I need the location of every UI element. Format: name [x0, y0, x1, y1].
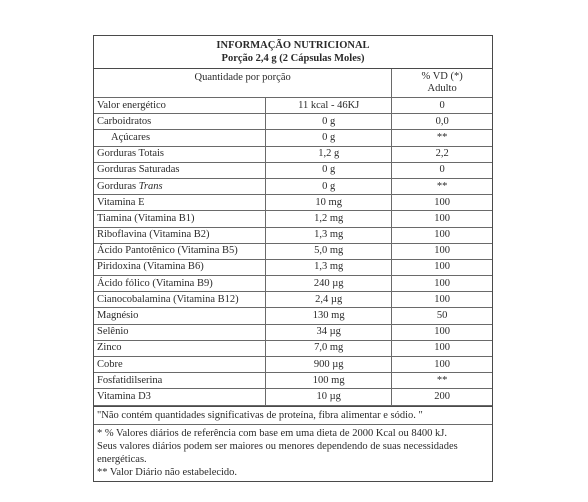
nutrient-daily-value: 100 — [392, 227, 492, 243]
table-row — [94, 292, 492, 308]
nutrient-name-text: Vitamina E — [97, 196, 145, 208]
nutrient-name — [94, 243, 266, 259]
nutrient-name-text: Gorduras — [97, 180, 137, 192]
nutrient-daily-value: 100 — [392, 259, 492, 275]
nutrient-daily-value: ** — [392, 373, 492, 389]
nutrient-amount: 1,2 g — [266, 146, 392, 162]
nutrient-name-text: Carboidratos — [97, 115, 152, 127]
nutrient-name-text: Cianocobalamina (Vitamina B12) — [97, 293, 239, 305]
nutrient-name-text: Ácido fólico (Vitamina B9) — [97, 277, 213, 289]
nutrient-name — [94, 276, 266, 292]
vd-column-header-line2: Adulto — [427, 83, 457, 94]
nutrient-name — [94, 389, 266, 405]
nutrient-daily-value: ** — [392, 178, 492, 194]
nutrient-name-text: Selênio — [97, 326, 129, 338]
nutrient-name-text: Tiamina (Vitamina B1) — [97, 212, 195, 224]
table-row — [94, 276, 492, 292]
nutrient-amount: 1,3 mg — [266, 259, 392, 275]
nutrient-name — [94, 114, 266, 130]
table-row — [94, 259, 492, 275]
nutrient-amount: 5,0 mg — [266, 243, 392, 259]
footnote-not-established-line: ** Valor Diário não estabelecido. — [97, 466, 238, 478]
nutrient-name-text: Cobre — [97, 358, 123, 370]
nutrient-daily-value: 100 — [392, 340, 492, 356]
nutrient-daily-value: 100 — [392, 357, 492, 373]
nutrient-amount: 0 g — [266, 114, 392, 130]
table-row — [94, 114, 492, 130]
nutrient-name — [94, 162, 266, 178]
table-row — [94, 324, 492, 340]
nutrient-daily-value: 100 — [392, 243, 492, 259]
nutrient-amount: 1,2 mg — [266, 211, 392, 227]
table-row — [94, 340, 492, 356]
nutrient-daily-value: 200 — [392, 389, 492, 405]
nutrient-amount: 2,4 µg — [266, 292, 392, 308]
nutrient-amount: 130 mg — [266, 308, 392, 324]
nutrient-name — [94, 130, 266, 146]
nutrient-name — [94, 227, 266, 243]
nutrient-name — [94, 292, 266, 308]
nutrient-name-text: Magnésio — [97, 310, 139, 322]
table-row — [94, 227, 492, 243]
nutrient-name — [94, 211, 266, 227]
nutrition-table — [94, 69, 492, 406]
nutrient-amount: 900 µg — [266, 357, 392, 373]
nutrient-name-text: Gorduras Totais — [97, 148, 165, 160]
quantity-column-header: Quantidade por porção — [94, 69, 392, 98]
nutrient-amount: 100 mg — [266, 373, 392, 389]
table-row — [94, 98, 492, 114]
nutrient-amount: 34 µg — [266, 324, 392, 340]
table-row — [94, 389, 492, 405]
nutrient-name-text: Valor energético — [97, 99, 166, 111]
nutrient-amount: 0 g — [266, 178, 392, 194]
vd-column-header — [392, 69, 492, 98]
table-row — [94, 162, 492, 178]
table-row — [94, 308, 492, 324]
footnote-no-significant: "Não contém quantidades significativas de proteína, fibra alimentar e sódio. " — [97, 409, 423, 421]
nutrient-name-text: Fosfatidilserina — [97, 374, 163, 386]
nutrient-amount: 0 g — [266, 130, 392, 146]
nutrient-daily-value: ** — [392, 130, 492, 146]
nutrient-name — [94, 146, 266, 162]
nutrient-name — [94, 357, 266, 373]
nutrient-amount: 0 g — [266, 162, 392, 178]
nutrient-daily-value: 100 — [392, 292, 492, 308]
nutrient-name — [94, 373, 266, 389]
nutrient-amount: 240 µg — [266, 276, 392, 292]
footnote-daily-values — [94, 424, 492, 481]
nutrient-amount: 10 mg — [266, 195, 392, 211]
nutrient-amount: 11 kcal - 46KJ — [266, 98, 392, 114]
nutrient-name-text: Gorduras Saturadas — [97, 164, 180, 176]
table-row — [94, 373, 492, 389]
nutrient-name — [94, 340, 266, 356]
nutrient-name-italic: Trans — [138, 180, 163, 192]
nutrient-daily-value: 2,2 — [392, 146, 492, 162]
nutrient-name-text: Zinco — [97, 342, 122, 354]
nutrition-rows — [94, 98, 492, 406]
table-row — [94, 130, 492, 146]
table-row — [94, 195, 492, 211]
nutrient-daily-value: 100 — [392, 324, 492, 340]
nutrient-daily-value: 0 — [392, 162, 492, 178]
nutrient-name-text: Vitamina D3 — [97, 390, 151, 402]
nutrient-name — [94, 195, 266, 211]
vd-column-header-line1: % VD (*) — [421, 71, 463, 82]
nutrient-name-text: Riboflavina (Vitamina B2) — [97, 229, 210, 241]
serving-size: Porção 2,4 g (2 Cápsulas Moles) — [221, 53, 365, 64]
nutrient-name-text: Ácido Pantotênico (Vitamina B5) — [97, 245, 238, 257]
table-header-row — [94, 69, 492, 98]
footnote-variation-line: Seus valores diários podem ser maiores ou menores dependendo de suas necessidades energéticas. — [97, 440, 458, 465]
nutrient-name — [94, 98, 266, 114]
table-row — [94, 357, 492, 373]
footnote-reference-line: * % Valores diários de referência com base em uma dieta de 2000 Kcal ou 8400 kJ. — [97, 427, 447, 439]
table-row — [94, 146, 492, 162]
nutrient-amount: 10 µg — [266, 389, 392, 405]
nutrient-name — [94, 178, 266, 194]
nutrient-name — [94, 308, 266, 324]
table-row — [94, 243, 492, 259]
nutrient-amount: 7,0 mg — [266, 340, 392, 356]
nutrient-daily-value: 0,0 — [392, 114, 492, 130]
nutrient-name-text: Açúcares — [111, 131, 151, 143]
footnotes — [94, 406, 492, 481]
nutrient-daily-value: 0 — [392, 98, 492, 114]
nutrient-daily-value: 50 — [392, 308, 492, 324]
nutrient-daily-value: 100 — [392, 211, 492, 227]
nutrient-daily-value: 100 — [392, 195, 492, 211]
nutrition-title: INFORMAÇÃO NUTRICIONAL — [216, 40, 370, 51]
nutrient-name — [94, 324, 266, 340]
nutrition-header — [94, 36, 492, 69]
nutrition-facts-panel — [93, 35, 493, 482]
nutrient-daily-value: 100 — [392, 276, 492, 292]
table-row — [94, 211, 492, 227]
nutrient-name — [94, 259, 266, 275]
nutrient-amount: 1,3 mg — [266, 227, 392, 243]
nutrient-name-text: Piridoxina (Vitamina B6) — [97, 261, 204, 273]
table-row — [94, 178, 492, 194]
